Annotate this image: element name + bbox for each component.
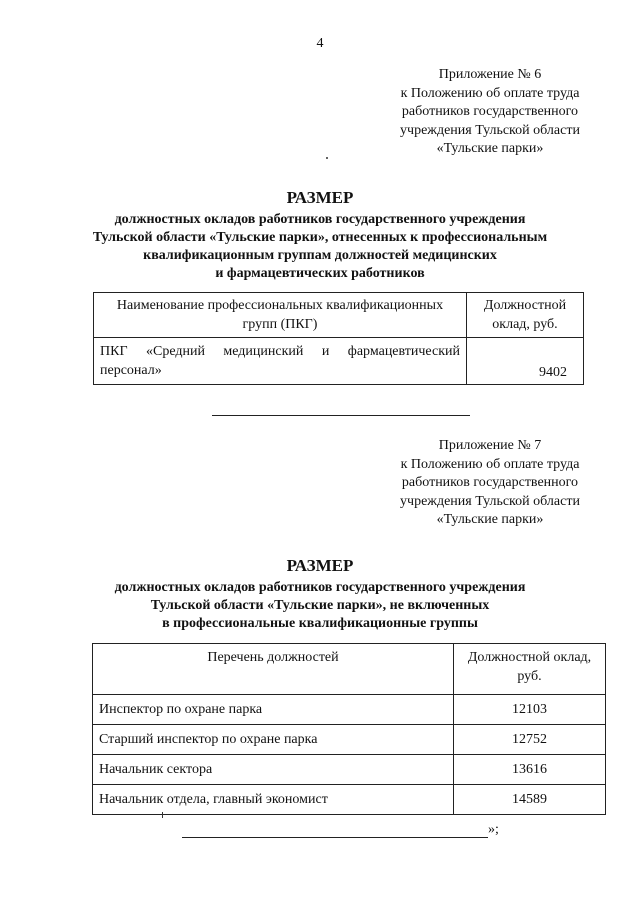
appendix-6-line: к Положению об оплате труда	[400, 85, 580, 101]
appendix-6-line: Приложение № 6	[438, 67, 542, 82]
section-1-subtitle-line: должностных окладов работников государственного учреждения	[114, 212, 526, 227]
appendix-7-line: работников государственного	[401, 475, 579, 490]
table-row	[93, 755, 606, 785]
table-row	[93, 785, 606, 815]
appendix-7-line: к Положению об оплате труда	[400, 456, 580, 472]
table-row	[93, 695, 606, 725]
section-1-title: РАЗМЕР	[286, 188, 354, 207]
pkg-salary-table	[93, 292, 584, 385]
appendix-6-header	[360, 66, 620, 159]
group-name-cell: ПКГ «Средний медицинский и фармацевтический персонал»	[94, 338, 467, 385]
section-2-title: РАЗМЕР	[286, 556, 354, 575]
positions-salary-table	[92, 643, 606, 815]
page-number: 4	[316, 36, 324, 51]
appendix-7-header	[360, 437, 620, 530]
separator-line	[212, 415, 470, 416]
table-header-row	[94, 293, 584, 338]
scan-speck	[326, 157, 328, 159]
column-header-positions: Перечень должностей	[93, 644, 454, 695]
closing-line	[182, 822, 522, 838]
salary-cell: 13616	[454, 755, 606, 785]
position-name-cell: Инспектор по охране парка	[93, 695, 454, 725]
section-1-subtitle-line: квалификационным группам должностей медицинских	[143, 248, 497, 263]
appendix-7-line: «Тульские парки»	[436, 512, 544, 527]
section-2-subtitle-line: Тульской области «Тульские парки», не включенных	[150, 598, 490, 613]
salary-cell: 12103	[454, 695, 606, 725]
position-name-cell: Начальник сектора	[93, 755, 454, 785]
section-2-title-block	[60, 556, 580, 633]
closing-underline	[182, 823, 488, 838]
section-1-subtitle-line: Тульской области «Тульские парки», отнесенных к профессиональным	[92, 230, 548, 245]
column-header-group-name: Наименование профессиональных квалификационных групп (ПКГ)	[94, 293, 467, 338]
column-header-salary: Должностной оклад, руб.	[467, 293, 584, 338]
appendix-7-line: Приложение № 7	[438, 438, 542, 453]
appendix-6-line: учреждения Тульской области	[400, 122, 580, 138]
section-2-subtitle-line: в профессиональные квалификационные группы	[162, 616, 478, 631]
column-header-salary: Должностной оклад, руб.	[454, 644, 606, 695]
salary-cell: 12752	[454, 725, 606, 755]
position-name-cell: Старший инспектор по охране парка	[93, 725, 454, 755]
appendix-6-line: «Тульские парки»	[436, 141, 544, 156]
appendix-7-line: учреждения Тульской области	[400, 493, 580, 509]
closing-mark: »;	[488, 822, 499, 837]
appendix-6-line: работников государственного	[401, 104, 579, 119]
position-name-cell: Начальник отдела, главный экономист	[93, 785, 454, 815]
table-header-row	[93, 644, 606, 695]
section-2-subtitle-line: должностных окладов работников государственного учреждения	[114, 580, 526, 595]
section-1-title-block	[60, 188, 580, 283]
table-row	[94, 338, 584, 385]
scan-tick-mark	[162, 812, 163, 818]
table-row	[93, 725, 606, 755]
section-1-subtitle-line: и фармацевтических работников	[215, 266, 425, 281]
salary-cell: 14589	[454, 785, 606, 815]
salary-cell: 9402	[467, 338, 584, 385]
